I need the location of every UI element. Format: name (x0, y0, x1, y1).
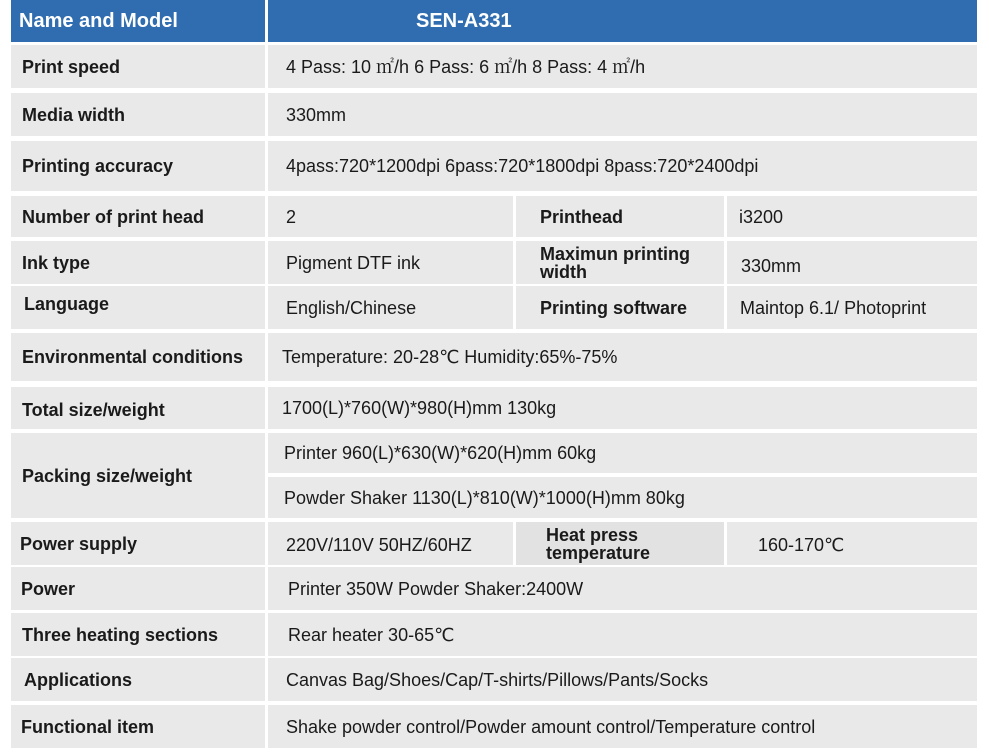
label-power: Power (11, 567, 265, 610)
value-packing-printer: Printer 960(L)*630(W)*620(H)mm 60kg (268, 433, 977, 473)
value-three-heating-sections: Rear heater 30-65℃ (268, 613, 977, 656)
value-language: English/Chinese (268, 286, 513, 329)
label-functional-item: Functional item (11, 705, 265, 748)
value-media-width: 330mm (268, 93, 977, 136)
label-printing-software: Printing software (516, 286, 724, 329)
value-heat-press-temperature: 160-170℃ (727, 522, 977, 565)
label-power-supply: Power supply (11, 522, 265, 565)
label-packing-size-weight: Packing size/weight (11, 433, 265, 518)
value-power-supply: 220V/110V 50HZ/60HZ (268, 522, 513, 565)
value-packing-powder-shaker: Powder Shaker 1130(L)*810(W)*1000(H)mm 80kg (268, 477, 977, 518)
value-printhead: i3200 (727, 196, 977, 237)
label-applications: Applications (11, 658, 265, 701)
value-environmental-conditions: Temperature: 20-28℃ Humidity:65%-75% (268, 333, 977, 381)
label-printing-accuracy: Printing accuracy (11, 141, 265, 191)
label-printhead: Printhead (516, 196, 724, 237)
value-applications: Canvas Bag/Shoes/Cap/T-shirts/Pillows/Pants/Socks (268, 658, 977, 701)
value-printing-accuracy: 4pass:720*1200dpi 6pass:720*1800dpi 8pass:720*2400dpi (268, 141, 977, 191)
label-maximum-printing-width: Maximun printing width (516, 241, 724, 284)
label-print-speed: Print speed (11, 45, 265, 88)
value-ink-type: Pigment DTF ink (268, 241, 513, 284)
label-media-width: Media width (11, 93, 265, 136)
label-total-size-weight: Total size/weight (11, 387, 265, 429)
value-print-speed: 4 Pass: 10 ㎡/h 6 Pass: 6 ㎡/h 8 Pass: 4 ㎡/h (268, 45, 977, 88)
label-ink-type: Ink type (11, 241, 265, 284)
value-maximum-printing-width: 330mm (727, 241, 977, 284)
label-number-of-print-head: Number of print head (11, 196, 265, 237)
header-name-and-model: Name and Model (11, 0, 265, 42)
value-number-of-print-head: 2 (268, 196, 513, 237)
value-functional-item: Shake powder control/Powder amount control/Temperature control (268, 705, 977, 748)
label-three-heating-sections: Three heating sections (11, 613, 265, 656)
value-printing-software: Maintop 6.1/ Photoprint (727, 286, 977, 329)
value-power: Printer 350W Powder Shaker:2400W (268, 567, 977, 610)
label-heat-press-temperature: Heat press temperature (516, 522, 724, 565)
label-environmental-conditions: Environmental conditions (11, 333, 265, 381)
header-model-value: SEN-A331 (268, 0, 977, 42)
label-language: Language (11, 286, 265, 329)
value-total-size-weight: 1700(L)*760(W)*980(H)mm 130kg (268, 387, 977, 429)
